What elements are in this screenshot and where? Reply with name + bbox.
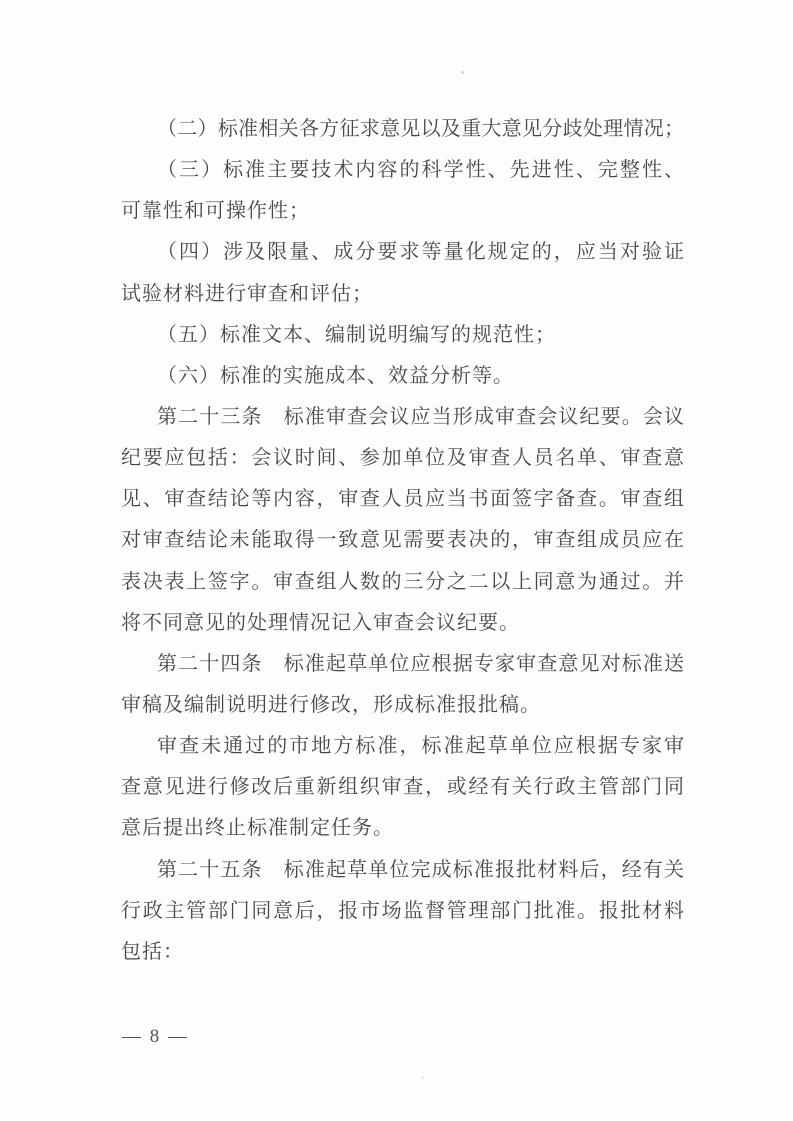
text-line: 将不同意见的处理情况记入审查会议纪要。 xyxy=(121,611,520,634)
text-line: （二）标准相关各方征求意见以及重大意见分歧处理情况； xyxy=(157,118,684,140)
scan-speck-icon xyxy=(461,71,464,74)
text-line: 第二十四条 标准起草单位应根据专家审查意见对标准送 xyxy=(157,652,684,675)
text-line: 审查未通过的市地方标准，标准起草单位应根据专家审 xyxy=(157,735,684,758)
text-line: 纪要应包括：会议时间、参加单位及审查人员名单、审查意 xyxy=(121,447,684,470)
page-number: — 8 — xyxy=(122,1026,189,1047)
text-line: （五）标准文本、编制说明编写的规范性； xyxy=(157,323,556,346)
text-line: 第二十五条 标准起草单位完成标准报批材料后，经有关 xyxy=(157,858,684,881)
text-line: （六）标准的实施成本、效益分析等。 xyxy=(157,364,514,387)
text-line: 表决表上签字。审查组人数的三分之二以上同意为通过。并 xyxy=(121,570,684,593)
text-line: 对审查结论未能取得一致意见需要表决的，审查组成员应在 xyxy=(121,529,684,552)
text-line: 见、审查结论等内容，审查人员应当书面签字备查。审查组 xyxy=(121,488,684,511)
text-line: 可靠性和可操作性； xyxy=(121,200,310,223)
text-line: 第二十三条 标准审查会议应当形成审查会议纪要。会议 xyxy=(157,405,684,428)
text-line: 意后提出终止标准制定任务。 xyxy=(121,817,394,840)
text-line: 包括： xyxy=(121,940,184,963)
text-line: 查意见进行修改后重新组织审查，或经有关行政主管部门同 xyxy=(121,776,684,799)
text-line: 行政主管部门同意后，报市场监督管理部门批准。报批材料 xyxy=(121,899,684,922)
text-line: 审稿及编制说明进行修改，形成标准报批稿。 xyxy=(121,693,541,716)
text-line: 试验材料进行审查和评估； xyxy=(121,282,373,305)
text-line: （三）标准主要技术内容的科学性、先进性、完整性、 xyxy=(157,159,684,182)
scan-speck-icon xyxy=(421,1076,424,1079)
text-line: （四）涉及限量、成分要求等量化规定的，应当对验证 xyxy=(157,241,684,264)
document-body xyxy=(121,109,684,973)
